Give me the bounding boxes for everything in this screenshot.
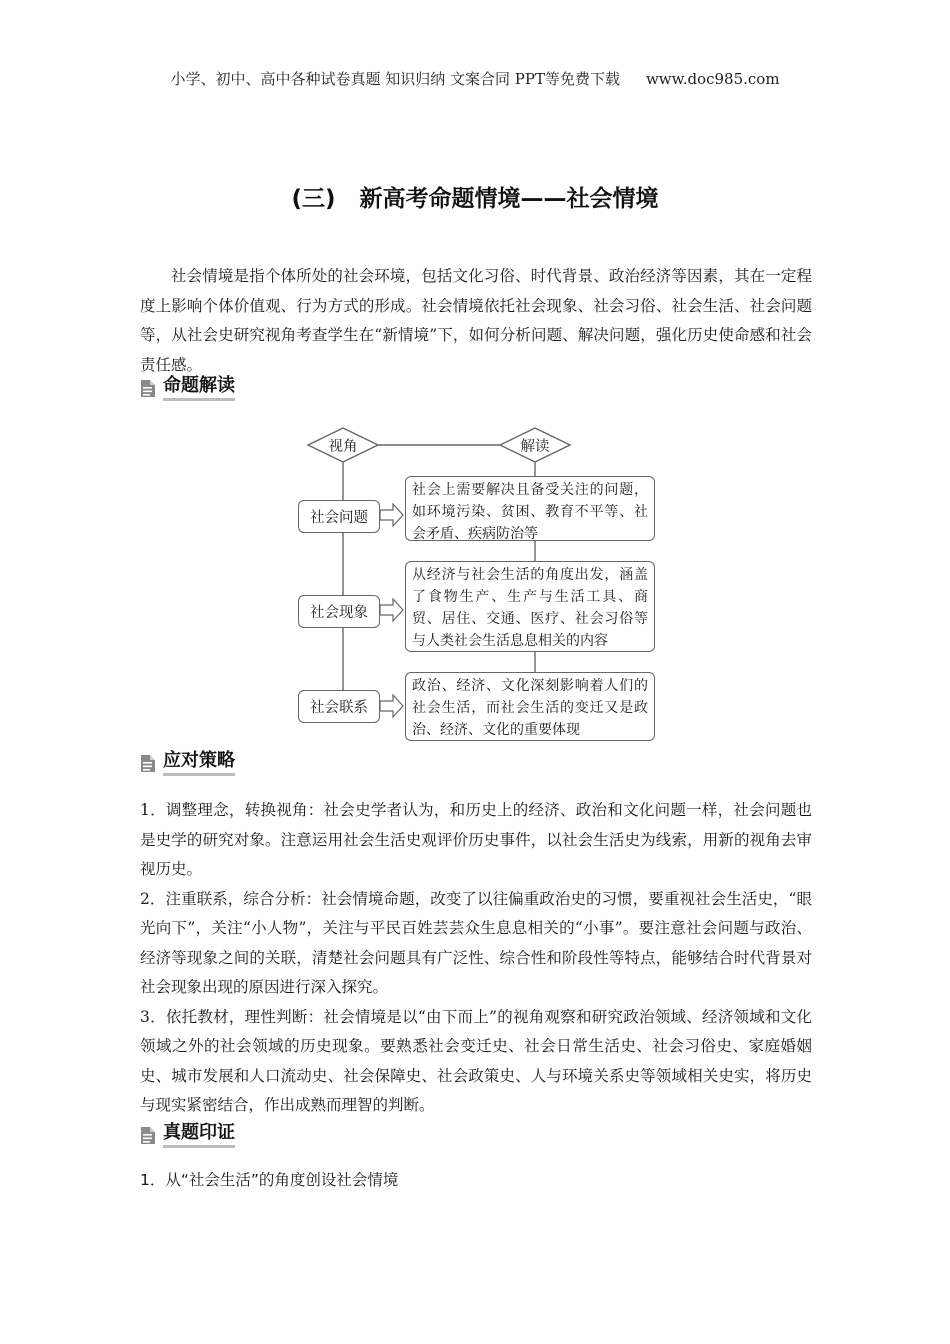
- subheading-item: 1．从“社会生活”的角度创设社会情境: [140, 1171, 399, 1189]
- section-title: 命题解读: [163, 375, 235, 401]
- section-title: 应对策略: [163, 750, 235, 776]
- title-text: 新高考命题情境——社会情境: [359, 186, 659, 212]
- strategy-item: 1．调整理念，转换视角：社会史学者认为，和历史上的经济、政治和文化问题一样，社会问题也是史学的研究对象。注意运用社会生活史观评价历史事件，以社会生活史为线索，用新的视角去审视历史。: [140, 801, 812, 878]
- arrow-1: [380, 504, 403, 526]
- title-number: (三): [291, 186, 336, 212]
- interpretation-diagram: [290, 420, 670, 750]
- page-header: [0, 68, 950, 89]
- intro-text: 社会情境是指个体所处的社会环境，包括文化习俗、时代背景、政治经济等因素，其在一定程度上影响个体价值观、行为方式的形成。社会情境依托社会现象、社会习俗、社会生活、社会问题等，从社会史研究视角考查学生在“新情境”下，如何分析问题、解决问题，强化历史使命感和社会责任感。: [140, 267, 812, 374]
- header-url[interactable]: www.doc985.com: [645, 70, 780, 88]
- node-social-phenomenon: 社会现象: [298, 595, 380, 628]
- arrow-2: [380, 599, 403, 621]
- node-social-problem: 社会问题: [298, 500, 380, 533]
- section-title: 真题印证: [163, 1122, 235, 1148]
- box-social-phenomenon: 从经济与社会生活的角度出发，涵盖了食物生产、生产与生活工具、商贸、居住、交通、医疗、社会习俗等与人类社会生活息息相关的内容: [405, 561, 655, 652]
- header-text: 小学、初中、高中各种试卷真题 知识归纳 文案合同 PPT等免费下载: [170, 70, 620, 88]
- document-icon: [140, 1126, 156, 1145]
- diagram-right-head: 解读: [520, 439, 550, 455]
- section-heading-exam-evidence: [140, 1122, 235, 1148]
- arrow-3: [380, 695, 403, 717]
- strategy-list: [140, 796, 812, 1121]
- strategy-item: 3．依托教材，理性判断：社会情境是以“由下而上”的视角观察和研究政治领域、经济领域和文化领域之外的社会领域的历史现象。要熟悉社会变迁史、社会日常生活史、社会习俗史、家庭婚姻史、城市发展和人口流动史、社会保障史、社会政策史、人与环境关系史等领域相关史实，将历史与现实紧密结合，作出成熟而理智的判断。: [140, 1007, 812, 1114]
- strategy-item: 2．注重联系，综合分析：社会情境命题，改变了以往偏重政治史的习惯，要重视社会生活史，“眼光向下”，关注“小人物”，关注与平民百姓芸芸众生息息相关的“小事”。要注意社会问题与政治、经济等现象之间的关联，清楚社会问题具有广泛性、综合性和阶段性等特点，能够结合时代背景对社会现象出现的原因进行深入探究。: [140, 889, 812, 996]
- page-title: [0, 180, 950, 213]
- section-heading-interpretation: [140, 375, 235, 401]
- document-icon: [140, 379, 156, 398]
- diagram-left-head: 视角: [328, 439, 358, 455]
- document-icon: [140, 754, 156, 773]
- node-social-connection: 社会联系: [298, 690, 380, 723]
- box-social-connection: 政治、经济、文化深刻影响着人们的社会生活，而社会生活的变迁又是政治、经济、文化的重要体现: [405, 672, 655, 741]
- section-heading-strategy: [140, 750, 235, 776]
- box-social-problem: 社会上需要解决且备受关注的问题，如环境污染、贫困、教育不平等、社会矛盾、疾病防治等: [405, 476, 655, 541]
- intro-paragraph: [140, 262, 812, 380]
